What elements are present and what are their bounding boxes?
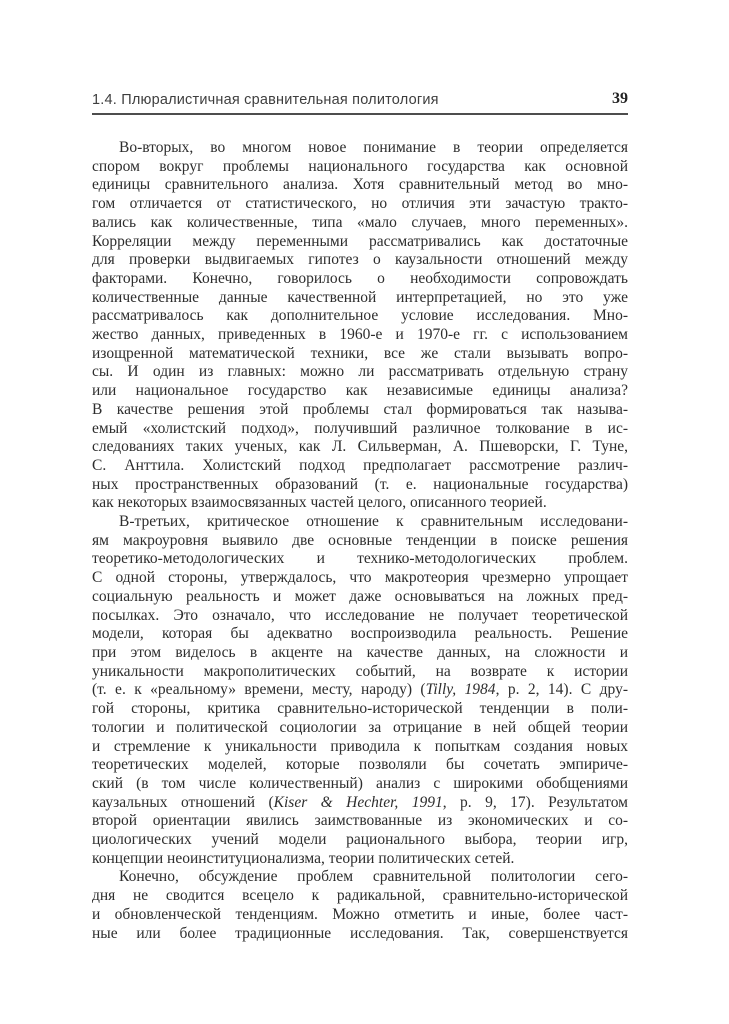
text-line: тологии и политической социологии за отрицание в ней общей теории [92,718,628,736]
text-line: единицы сравнительного анализа. Хотя сравнительный метод во мно- [92,176,628,194]
text-line: сы. И один из главных: можно ли рассматривать отдельную страну [92,363,628,381]
text-line: уникальности макрополитических событий, на возврате к истории [92,662,628,680]
text-line: спором вокруг проблемы национального государства как основной [92,157,628,175]
text-line: В качестве решения этой проблемы стал формироваться так называ- [92,400,628,418]
text-body [92,139,628,943]
text-line: каузальных отношений (Kiser & Hechter, 1991, p. 9, 17). Результатом [92,793,628,811]
text-line: емый «холистский подход», получивший различное толкование в ис- [92,419,628,437]
text-line: С одной стороны, утверждалось, что макротеория чрезмерно упрощает [92,569,628,587]
text-line: социальную реальность и может даже основываться на ложных пред- [92,587,628,605]
text-line: дня не сводится всецело к радикальной, сравнительно-исторической [92,887,628,905]
text-line: теоретических моделей, которые позволяли бы сочетать эмпириче- [92,756,628,774]
text-line: С. Анттила. Холистский подход предполагает рассмотрение различ- [92,456,628,474]
text-line: Конечно, обсуждение проблем сравнительной политологии сего- [119,868,628,886]
text-line: как некоторых взаимосвязанных частей целого, описанного теорией. [92,494,547,512]
text-line: второй ориентации явились заимствованные из экономических и со- [92,812,628,830]
text-line: модели, которая бы адекватно воспроизводила реальность. Решение [92,625,628,643]
text-line: ям макроуровня выявило две основные тенденции в поиске решения [92,531,628,549]
running-head [92,90,628,115]
text-line: концепции неоинституционализма, теории политических сетей. [92,849,515,867]
page-number: 39 [612,90,628,107]
text-line: изощренной математической техники, все же стали вызывать вопро- [92,344,628,362]
text-line: ных пространственных образований (т. е. национальные государства) [92,475,628,493]
text-line: жество данных, приведенных в 1960-е и 1970-е гг. с использованием [92,326,628,344]
text-line: и стремление к уникальности приводила к попыткам создания новых [92,737,628,755]
text-line: следованиях таких ученых, как Л. Сильверман, А. Пшеворски, Г. Туне, [92,438,628,456]
text-line: ные или более традиционные исследования. Так, совершенствуется [92,924,628,942]
text-line: вались как количественные, типа «мало случаев, много переменных». [92,213,628,231]
text-line: ский (в том числе количественный) анализ с широкими обобщениями [92,774,628,792]
section-title: 1.4. Плюралистичная сравнительная политология [92,92,439,108]
text-line: Корреляции между переменными рассматривались как достаточные [92,232,628,250]
text-line: В-третьих, критическое отношение к сравнительным исследовани- [119,513,628,531]
paragraph [92,139,628,513]
text-line: факторами. Конечно, говорилось о необходимости сопровождать [92,269,628,287]
text-line: и обновленческой тенденциям. Можно отметить и иные, более част- [92,905,628,923]
text-line: гой стороны, критика сравнительно-исторической тенденции в поли- [92,700,628,718]
text-line: гом отличается от статистического, но отличия эти зачастую тракто- [92,195,628,213]
paragraph [92,513,628,868]
text-line: рассматривалось как дополнительное условие исследования. Мно- [92,307,628,325]
text-line: циологических учений модели рационального выбора, теории игр, [92,831,628,849]
text-line: или национальное государство как независимые единицы анализа? [92,382,628,400]
text-line: Во-вторых, во многом новое понимание в теории определяется [119,139,628,156]
text-line: для проверки выдвигаемых гипотез о каузальности отношений между [92,251,628,269]
text-line: теоретико-методологических и технико-методологических проблем. [92,550,628,568]
paragraph [92,868,628,943]
text-line: количественные данные качественной интерпретацией, но это уже [92,288,628,306]
page-content [92,90,628,943]
text-line: посылках. Это означало, что исследование не получает теоретической [92,606,628,624]
text-line: при этом виделось в акценте на качестве данных, на сложности и [92,643,628,661]
text-line: (т. е. к «реальному» времени, месту, народу) (Tilly, 1984, p. 2, 14). С дру- [92,681,628,699]
